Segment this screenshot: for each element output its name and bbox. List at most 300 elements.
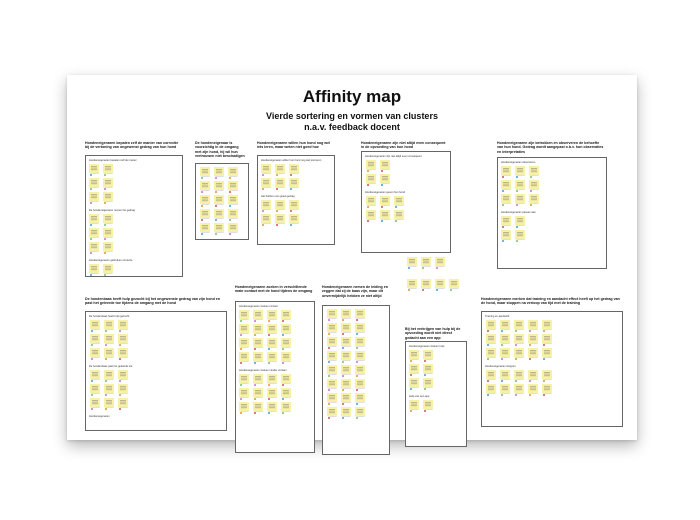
participant-dot	[501, 330, 503, 332]
participant-dot	[104, 202, 106, 204]
participant-dot	[543, 344, 545, 346]
sticky-note[interactable]	[394, 210, 404, 219]
participant-dot	[262, 210, 264, 212]
sticky-note[interactable]	[289, 164, 299, 173]
cluster-frame	[257, 155, 335, 245]
sticky-note[interactable]	[214, 209, 224, 218]
sticky-note[interactable]	[200, 223, 210, 232]
sticky-note[interactable]	[528, 334, 538, 343]
sticky-note[interactable]	[514, 348, 524, 357]
sticky-note[interactable]	[327, 351, 337, 360]
sticky-note[interactable]	[380, 210, 390, 219]
participant-dot	[91, 344, 93, 346]
participant-dot	[119, 330, 121, 332]
sticky-note[interactable]	[515, 180, 525, 189]
sticky-note[interactable]	[515, 230, 525, 239]
participant-dot	[424, 374, 426, 376]
participant-dot	[262, 174, 264, 176]
participant-dot	[268, 348, 270, 350]
sticky-note[interactable]	[341, 365, 351, 374]
participant-dot	[104, 238, 106, 240]
participant-dot	[487, 344, 489, 346]
sticky-note[interactable]	[355, 337, 365, 346]
sticky-note[interactable]	[366, 196, 376, 205]
sticky-note[interactable]	[529, 194, 539, 203]
sticky-note[interactable]	[261, 164, 271, 173]
sticky-note[interactable]	[90, 348, 100, 357]
sticky-note[interactable]	[486, 370, 496, 379]
sticky-note[interactable]	[289, 214, 299, 223]
group-label: Hondeneigenaren gebruiken correctie	[89, 259, 133, 262]
participant-dot	[410, 410, 412, 412]
sticky-note[interactable]	[253, 338, 263, 347]
sticky-note[interactable]	[275, 164, 285, 173]
participant-dot	[240, 348, 242, 350]
sticky-note[interactable]	[267, 388, 277, 397]
participant-dot	[254, 384, 256, 386]
sticky-note[interactable]	[214, 167, 224, 176]
group-label: Hondeneigenaren geven hun hond	[365, 191, 405, 194]
sticky-note[interactable]	[355, 379, 365, 388]
group-label: Hondeneigenaren passen aan	[501, 211, 536, 214]
sticky-note[interactable]	[528, 384, 538, 393]
cluster-8	[322, 285, 388, 453]
participant-dot	[530, 190, 532, 192]
sticky-note[interactable]	[327, 393, 337, 402]
sticky-note[interactable]	[281, 402, 291, 411]
cluster-frame	[405, 341, 467, 447]
participant-dot	[342, 375, 344, 377]
sticky-note[interactable]	[214, 195, 224, 204]
sticky-note[interactable]	[514, 320, 524, 329]
participant-dot	[240, 398, 242, 400]
sticky-note[interactable]	[118, 348, 128, 357]
participant-dot	[516, 190, 518, 192]
sticky-note[interactable]	[423, 350, 433, 359]
participant-dot	[104, 188, 106, 190]
sticky-note[interactable]	[327, 323, 337, 332]
participant-dot	[90, 252, 92, 254]
group-label: Hondeneigenaren zoeken hulp	[409, 345, 445, 348]
sticky-note[interactable]	[200, 181, 210, 190]
participant-dot	[90, 274, 92, 276]
sticky-note[interactable]	[90, 384, 100, 393]
participant-dot	[424, 410, 426, 412]
sticky-note[interactable]	[486, 320, 496, 329]
participant-dot	[105, 394, 107, 396]
sticky-note[interactable]	[500, 348, 510, 357]
sticky-note[interactable]	[214, 181, 224, 190]
sticky-note[interactable]	[528, 320, 538, 329]
participant-dot	[530, 204, 532, 206]
sticky-note[interactable]	[261, 178, 271, 187]
sticky-note[interactable]	[542, 348, 552, 357]
sticky-note[interactable]	[267, 310, 277, 319]
sticky-note[interactable]	[275, 178, 285, 187]
cluster-heading: Hondeneigenaren zijn niet altijd even consequent in de opvoeding van hun hond	[361, 141, 446, 150]
sticky-note[interactable]	[228, 167, 238, 176]
sticky-note[interactable]	[214, 223, 224, 232]
sticky-note[interactable]	[355, 393, 365, 402]
group-label: Hondeneigenaren	[89, 415, 110, 418]
sticky-note[interactable]	[528, 348, 538, 357]
sticky-note[interactable]	[501, 180, 511, 189]
participant-dot	[268, 412, 270, 414]
sticky-note[interactable]	[267, 324, 277, 333]
sticky-note[interactable]	[281, 338, 291, 347]
sticky-note[interactable]	[542, 320, 552, 329]
sticky-note[interactable]	[239, 388, 249, 397]
sticky-note[interactable]	[500, 334, 510, 343]
participant-dot	[516, 226, 518, 228]
participant-dot	[282, 398, 284, 400]
sticky-note[interactable]	[355, 323, 365, 332]
sticky-note[interactable]	[104, 348, 114, 357]
cluster-heading: Bij het verkrijgen van hulp bij de opvoeding wordt niet direct gedacht aan een app	[405, 327, 461, 340]
participant-dot	[215, 233, 217, 235]
sticky-note[interactable]	[515, 194, 525, 203]
participant-dot	[342, 389, 344, 391]
participant-dot	[240, 412, 242, 414]
sticky-note[interactable]	[103, 192, 113, 201]
participant-dot	[381, 220, 383, 222]
sticky-note[interactable]	[514, 384, 524, 393]
participant-dot	[201, 177, 203, 179]
sticky-note[interactable]	[104, 370, 114, 379]
sticky-note[interactable]	[355, 351, 365, 360]
group-label: De hondeneigenaren nemen het gedrag	[89, 209, 136, 212]
sticky-note[interactable]	[90, 398, 100, 407]
sticky-note[interactable]	[355, 309, 365, 318]
sticky-note[interactable]	[267, 338, 277, 347]
sticky-note[interactable]	[267, 374, 277, 383]
participant-dot	[254, 362, 256, 364]
participant-dot	[529, 380, 531, 382]
participant-dot	[487, 358, 489, 360]
sticky-note[interactable]	[89, 264, 99, 273]
sticky-note[interactable]	[267, 352, 277, 361]
sticky-note[interactable]	[89, 214, 99, 223]
cluster-2	[195, 141, 247, 238]
sticky-note[interactable]	[366, 174, 376, 183]
participant-dot	[543, 358, 545, 360]
participant-dot	[422, 267, 424, 269]
participant-dot	[367, 206, 369, 208]
sticky-note[interactable]	[528, 370, 538, 379]
sticky-note[interactable]	[355, 407, 365, 416]
participant-dot	[119, 358, 121, 360]
sticky-note[interactable]	[514, 334, 524, 343]
sticky-note[interactable]	[103, 214, 113, 223]
sticky-note[interactable]	[515, 166, 525, 175]
participant-dot	[229, 205, 231, 207]
sticky-note[interactable]	[253, 374, 263, 383]
sticky-note[interactable]	[366, 160, 376, 169]
sticky-note[interactable]	[500, 370, 510, 379]
participant-dot	[90, 188, 92, 190]
participant-dot	[424, 388, 426, 390]
sticky-note[interactable]	[228, 181, 238, 190]
participant-dot	[105, 330, 107, 332]
cluster-10	[481, 297, 621, 425]
cluster-frame	[361, 151, 451, 253]
participant-dot	[356, 403, 358, 405]
sticky-note[interactable]	[89, 178, 99, 187]
participant-dot	[328, 347, 330, 349]
sticky-note[interactable]	[542, 384, 552, 393]
sticky-note[interactable]	[500, 320, 510, 329]
participant-dot	[282, 412, 284, 414]
sticky-note[interactable]	[253, 402, 263, 411]
floating-notes	[407, 257, 463, 317]
participant-dot	[90, 202, 92, 204]
participant-dot	[408, 267, 410, 269]
sticky-note[interactable]	[228, 195, 238, 204]
sticky-note[interactable]	[407, 279, 417, 288]
participant-dot	[543, 330, 545, 332]
participant-dot	[91, 408, 93, 410]
group-label: Hondeneigenaren stoppen	[485, 365, 516, 368]
sticky-note[interactable]	[239, 374, 249, 383]
sticky-note[interactable]	[542, 370, 552, 379]
sticky-note[interactable]	[409, 378, 419, 387]
sticky-note[interactable]	[542, 334, 552, 343]
sticky-note[interactable]	[89, 228, 99, 237]
sticky-note[interactable]	[421, 257, 431, 266]
participant-dot	[104, 174, 106, 176]
sticky-note[interactable]	[103, 164, 113, 173]
participant-dot	[240, 362, 242, 364]
sticky-note[interactable]	[104, 398, 114, 407]
sticky-note[interactable]	[118, 398, 128, 407]
sticky-note[interactable]	[89, 164, 99, 173]
sticky-note[interactable]	[281, 310, 291, 319]
participant-dot	[529, 394, 531, 396]
participant-dot	[201, 219, 203, 221]
cluster-3	[257, 141, 333, 243]
sticky-note[interactable]	[421, 279, 431, 288]
sticky-note[interactable]	[200, 195, 210, 204]
sticky-note[interactable]	[281, 374, 291, 383]
participant-dot	[268, 384, 270, 386]
cluster-frame	[85, 311, 227, 431]
sticky-note[interactable]	[239, 338, 249, 347]
sticky-note[interactable]	[341, 309, 351, 318]
sticky-note[interactable]	[355, 365, 365, 374]
sticky-note[interactable]	[341, 393, 351, 402]
sticky-note[interactable]	[239, 310, 249, 319]
participant-dot	[515, 330, 517, 332]
sticky-note[interactable]	[103, 228, 113, 237]
sticky-note[interactable]	[281, 352, 291, 361]
sticky-note[interactable]	[341, 323, 351, 332]
participant-dot	[543, 394, 545, 396]
sticky-note[interactable]	[267, 402, 277, 411]
sticky-note[interactable]	[380, 196, 390, 205]
participant-dot	[201, 191, 203, 193]
sticky-note[interactable]	[435, 279, 445, 288]
cluster-9	[405, 327, 465, 445]
participant-dot	[240, 334, 242, 336]
sticky-note[interactable]	[501, 216, 511, 225]
participant-dot	[290, 188, 292, 190]
sticky-note[interactable]	[275, 214, 285, 223]
participant-dot	[201, 205, 203, 207]
sticky-note[interactable]	[239, 402, 249, 411]
sticky-note[interactable]	[407, 257, 417, 266]
sticky-note[interactable]	[514, 370, 524, 379]
group-label: Hulp van een app	[409, 395, 430, 398]
participant-dot	[381, 170, 383, 172]
sticky-note[interactable]	[327, 365, 337, 374]
sticky-note[interactable]	[239, 324, 249, 333]
sticky-note[interactable]	[501, 194, 511, 203]
participant-dot	[90, 174, 92, 176]
participant-dot	[395, 220, 397, 222]
sticky-note[interactable]	[90, 370, 100, 379]
participant-dot	[515, 344, 517, 346]
participant-dot	[408, 289, 410, 291]
sticky-note[interactable]	[529, 166, 539, 175]
sticky-note[interactable]	[103, 242, 113, 251]
sticky-note[interactable]	[327, 337, 337, 346]
group-label: De hondenbaas past het geleerde toe	[89, 365, 133, 368]
sticky-note[interactable]	[394, 196, 404, 205]
sticky-note[interactable]	[366, 210, 376, 219]
participant-dot	[215, 191, 217, 193]
participant-dot	[105, 408, 107, 410]
sticky-note[interactable]	[90, 334, 100, 343]
participant-dot	[356, 333, 358, 335]
participant-dot	[501, 394, 503, 396]
cluster-5	[497, 141, 605, 267]
sticky-note[interactable]	[104, 334, 114, 343]
cluster-heading: Hondeneigenaren nemen de leiding en zeggen dat zij de baas zijn, maar dit onvermijdelijk hebben ze niet altijd	[322, 285, 388, 298]
sticky-note[interactable]	[327, 309, 337, 318]
sticky-note[interactable]	[281, 324, 291, 333]
sticky-note[interactable]	[89, 242, 99, 251]
participant-dot	[262, 224, 264, 226]
sticky-note[interactable]	[104, 320, 114, 329]
sticky-note[interactable]	[423, 364, 433, 373]
sticky-note[interactable]	[200, 209, 210, 218]
participant-dot	[410, 360, 412, 362]
sticky-note[interactable]	[253, 310, 263, 319]
sticky-note[interactable]	[529, 180, 539, 189]
sticky-note[interactable]	[501, 166, 511, 175]
sticky-note[interactable]	[501, 230, 511, 239]
sticky-note[interactable]	[103, 264, 113, 273]
sticky-note[interactable]	[239, 352, 249, 361]
sticky-note[interactable]	[341, 337, 351, 346]
participant-dot	[268, 334, 270, 336]
participant-dot	[290, 174, 292, 176]
participant-dot	[487, 394, 489, 396]
sticky-note[interactable]	[289, 178, 299, 187]
participant-dot	[342, 361, 344, 363]
sticky-note[interactable]	[341, 351, 351, 360]
sticky-note[interactable]	[253, 352, 263, 361]
sticky-note[interactable]	[486, 334, 496, 343]
cluster-heading: Hondeneigenaren zijn betrokken en observeren de behoefte van hun hond. Gedrag wordt aangepast o.b.v. hun observaties en interpretaties	[497, 141, 604, 154]
sticky-note[interactable]	[486, 384, 496, 393]
sticky-note[interactable]	[118, 320, 128, 329]
sticky-note[interactable]	[253, 324, 263, 333]
sticky-note[interactable]	[409, 400, 419, 409]
sticky-note[interactable]	[103, 178, 113, 187]
sticky-note[interactable]	[118, 334, 128, 343]
participant-dot	[104, 224, 106, 226]
sticky-note[interactable]	[341, 379, 351, 388]
participant-dot	[543, 380, 545, 382]
participant-dot	[487, 330, 489, 332]
sticky-note[interactable]	[261, 200, 271, 209]
participant-dot	[356, 319, 358, 321]
sticky-note[interactable]	[449, 279, 459, 288]
participant-dot	[501, 358, 503, 360]
sticky-note[interactable]	[253, 388, 263, 397]
participant-dot	[328, 333, 330, 335]
sticky-note[interactable]	[281, 388, 291, 397]
sticky-note[interactable]	[118, 384, 128, 393]
cluster-4	[361, 141, 449, 251]
sticky-note[interactable]	[409, 350, 419, 359]
participant-dot	[328, 375, 330, 377]
sticky-note[interactable]	[500, 384, 510, 393]
sticky-note[interactable]	[515, 216, 525, 225]
participant-dot	[268, 362, 270, 364]
sticky-note[interactable]	[327, 379, 337, 388]
sticky-note[interactable]	[90, 320, 100, 329]
sticky-note[interactable]	[89, 192, 99, 201]
participant-dot	[529, 330, 531, 332]
cluster-heading: Hondeneigenaren merken dat training en aandacht effect heeft op het gedrag van de hond, maar stoppen na verloop van tijd met de training	[481, 297, 620, 306]
sticky-note[interactable]	[261, 214, 271, 223]
sticky-note[interactable]	[228, 223, 238, 232]
sticky-note[interactable]	[228, 209, 238, 218]
participant-dot	[356, 417, 358, 419]
cluster-frame	[322, 305, 390, 455]
sticky-note[interactable]	[289, 200, 299, 209]
cluster-1	[85, 141, 181, 275]
sticky-note[interactable]	[341, 407, 351, 416]
sticky-note[interactable]	[423, 400, 433, 409]
sticky-note[interactable]	[486, 348, 496, 357]
sticky-note[interactable]	[423, 378, 433, 387]
participant-dot	[290, 224, 292, 226]
affinity-map-board	[67, 75, 637, 440]
sticky-note[interactable]	[409, 364, 419, 373]
cluster-heading: Hondeneigenaren zoeken in verschillende mate contact met de hond tijdens de omgang	[235, 285, 313, 294]
participant-dot	[229, 233, 231, 235]
sticky-note[interactable]	[435, 257, 445, 266]
group-label: Hondeneigenaren bepalen zelf de manier	[89, 159, 137, 162]
sticky-note[interactable]	[380, 174, 390, 183]
sticky-note[interactable]	[118, 370, 128, 379]
sticky-note[interactable]	[380, 160, 390, 169]
participant-dot	[119, 380, 121, 382]
sticky-note[interactable]	[104, 384, 114, 393]
sticky-note[interactable]	[327, 407, 337, 416]
participant-dot	[410, 374, 412, 376]
participant-dot	[328, 389, 330, 391]
group-label: Hondeneigenaren willen hun hond nog wel iets leren	[261, 159, 322, 162]
sticky-note[interactable]	[200, 167, 210, 176]
sticky-note[interactable]	[275, 200, 285, 209]
participant-dot	[105, 344, 107, 346]
group-label: Het hebben van goed gedrag	[261, 195, 295, 198]
participant-dot	[90, 238, 92, 240]
